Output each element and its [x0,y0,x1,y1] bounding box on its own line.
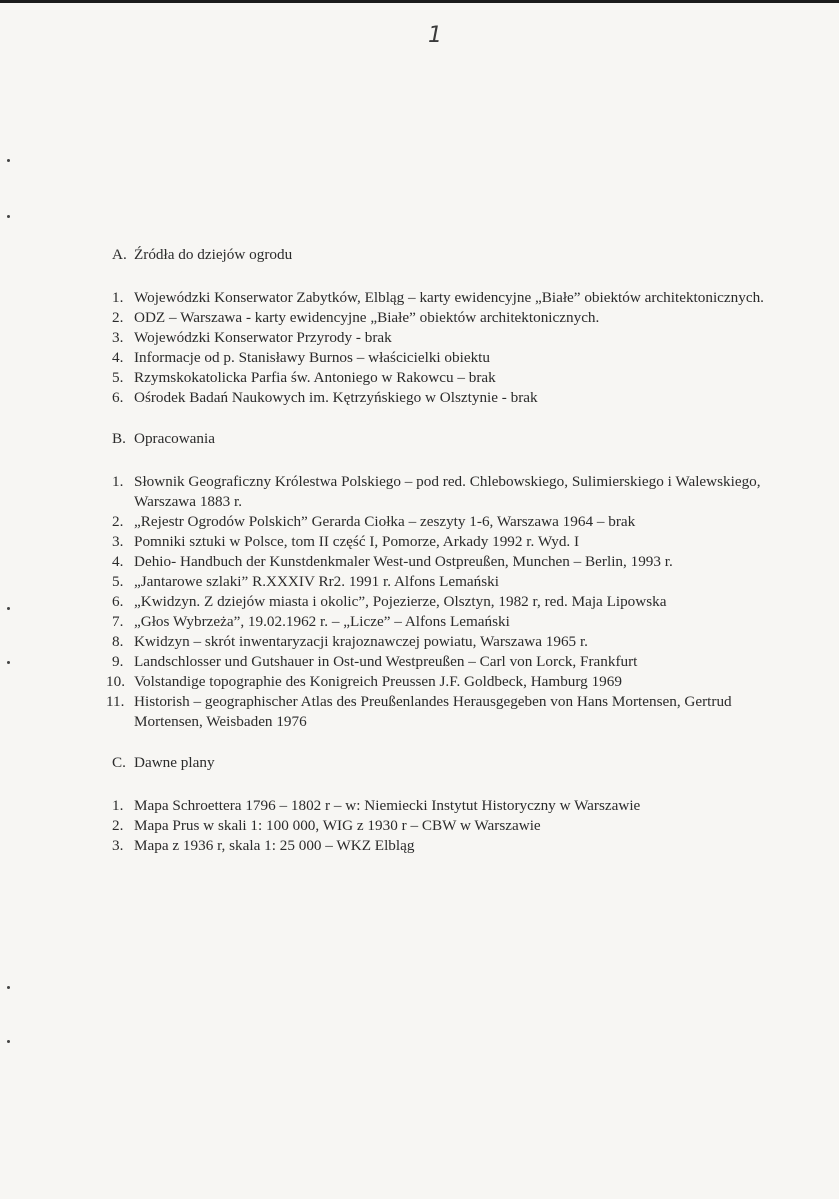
item-number: 2. [112,309,124,326]
item-number: 4. [112,553,124,570]
list-item [112,572,772,592]
section-letter: B. [112,430,126,447]
item-text: Słownik Geograficzny Królestwa Polskiego – pod red. Chlebowskiego, Sulimierskiego i Walewskiego, Warszawa 1883 r. [134,473,761,510]
item-number: 6. [112,389,124,406]
item-text: Wojewódzki Konserwator Zabytków, Elbląg – karty ewidencyjne „Białe” obiektów architektonicznych. [134,289,764,306]
list-item [112,632,772,652]
margin-mark [7,986,10,989]
item-text: ODZ – Warszawa - karty ewidencyjne „Białe” obiektów architektonicznych. [134,309,600,326]
margin-mark [7,1040,10,1043]
list-item [112,836,772,856]
list-item [112,472,772,512]
item-number: 5. [112,573,124,590]
item-text: Rzymskokatolicka Parfia św. Antoniego w Rakowcu – brak [134,369,496,386]
item-number: 8. [112,633,124,650]
margin-mark [7,661,10,664]
old-maps-list [112,796,772,856]
item-text: Mapa z 1936 r, skala 1: 25 000 – WKZ Elbląg [134,837,415,854]
section-heading: Źródła do dziejów ogrodu [134,246,293,263]
list-item [112,532,772,552]
item-text: „Jantarowe szlaki” R.XXXIV Rr2. 1991 r. Alfons Lemański [134,573,499,590]
list-item [112,288,772,308]
item-number: 1. [112,473,124,490]
item-number: 1. [112,797,124,814]
item-text: Landschlosser und Gutshauer in Ost-und Westpreußen – Carl von Lorck, Frankfurt [134,653,638,670]
section-letter: A. [112,246,127,263]
section-heading: Opracowania [134,430,215,447]
item-number: 10. [106,673,125,690]
margin-mark [7,159,10,162]
list-item [106,692,772,732]
list-item [112,348,772,368]
list-item [112,796,772,816]
item-number: 9. [112,653,124,670]
list-item [112,652,772,672]
section-title-c [112,752,772,774]
section-title-a [112,244,772,266]
margin-mark [7,607,10,610]
item-text: Pomniki sztuki w Polsce, tom II część I, Pomorze, Arkady 1992 r. Wyd. I [134,533,580,550]
sources-list [112,288,772,408]
list-item [112,512,772,532]
item-number: 5. [112,369,124,386]
item-text: Volstandige topographie des Konigreich Preussen J.F. Goldbeck, Hamburg 1969 [134,673,622,690]
list-item [112,388,772,408]
list-item [112,552,772,572]
item-number: 2. [112,817,124,834]
item-number: 11. [106,693,125,710]
item-number: 1. [112,289,124,306]
item-number: 3. [112,837,124,854]
list-item [112,368,772,388]
document-content [106,244,772,856]
list-item [112,612,772,632]
item-number: 2. [112,513,124,530]
item-text: Informacje od p. Stanisławy Burnos – właścicielki obiektu [134,349,490,366]
list-item [112,816,772,836]
section-title-b [112,428,772,450]
item-text: „Kwidzyn. Z dziejów miasta i okolic”, Pojezierze, Olsztyn, 1982 r, red. Maja Lipowska [134,593,667,610]
item-text: „Głos Wybrzeża”, 19.02.1962 r. – „Licze” – Alfons Lemański [134,613,510,630]
item-text: Wojewódzki Konserwator Przyrody - brak [134,329,392,346]
list-item [112,308,772,328]
item-text: Dehio- Handbuch der Kunstdenkmaler West-und Ostpreußen, Munchen – Berlin, 1993 r. [134,553,673,570]
item-text: Historish – geographischer Atlas des Preußenlandes Herausgegeben von Hans Mortensen, Gertrud Mortensen, Weisbaden 1976 [134,693,732,730]
list-item [106,672,772,692]
section-heading: Dawne plany [134,754,215,771]
list-item [112,328,772,348]
item-number: 6. [112,593,124,610]
list-item [112,592,772,612]
item-text: „Rejestr Ogrodów Polskich” Gerarda Ciołka – zeszyty 1-6, Warszawa 1964 – brak [134,513,636,530]
item-number: 3. [112,329,124,346]
item-text: Ośrodek Badań Naukowych im. Kętrzyńskiego w Olsztynie - brak [134,389,538,406]
studies-list [106,472,772,732]
item-number: 4. [112,349,124,366]
page-number: 1 [428,23,442,48]
section-letter: C. [112,754,126,771]
item-text: Mapa Prus w skali 1: 100 000, WIG z 1930 r – CBW w Warszawie [134,817,541,834]
item-text: Mapa Schroettera 1796 – 1802 r – w: Niemiecki Instytut Historyczny w Warszawie [134,797,641,814]
margin-mark [7,215,10,218]
item-text: Kwidzyn – skrót inwentaryzacji krajoznawczej powiatu, Warszawa 1965 r. [134,633,588,650]
item-number: 7. [112,613,124,630]
item-number: 3. [112,533,124,550]
